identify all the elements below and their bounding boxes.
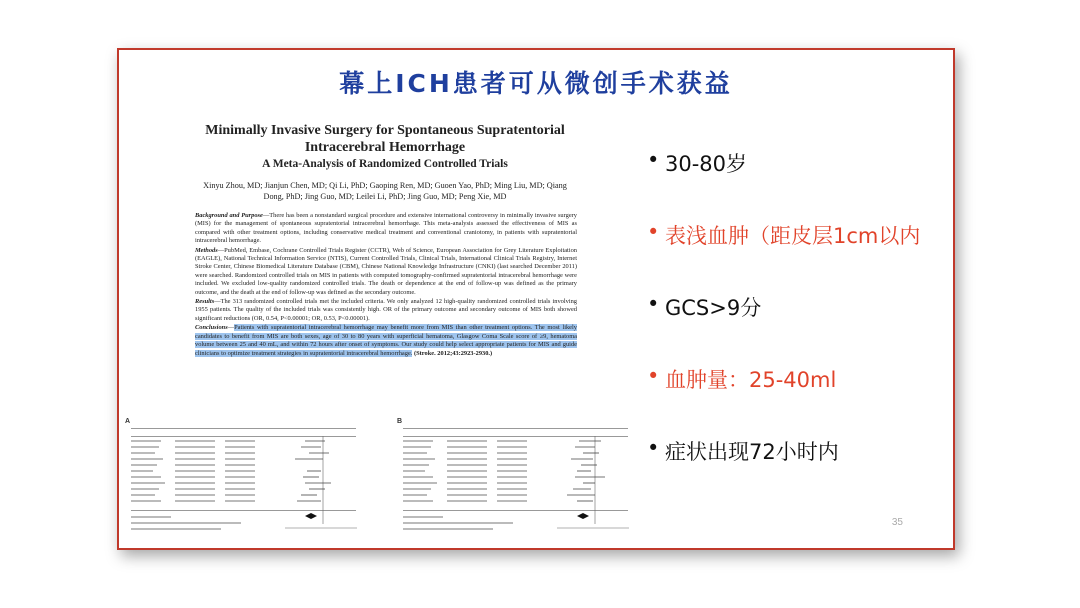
- bullet-symptom-onset: [647, 436, 955, 508]
- abstract-methods: [195, 247, 577, 297]
- abstract-background: [195, 212, 577, 246]
- bullet-gcs: [647, 292, 955, 364]
- bullet-dot: •: [647, 220, 660, 244]
- bullet-dot: •: [647, 364, 660, 388]
- page-number: 35: [891, 517, 903, 528]
- bullet-age: [647, 148, 955, 220]
- bullet-text: 30-80岁: [665, 152, 748, 176]
- slide: [117, 48, 955, 550]
- forest-plot-a-figure: [125, 424, 360, 540]
- conclusions-dash: —: [227, 324, 235, 332]
- bullet-dot: •: [647, 148, 660, 172]
- bullet-text: 症状出现72小时内: [665, 440, 839, 464]
- forest-plot-b: [397, 418, 632, 540]
- conclusions-label: Conclusions: [195, 324, 228, 332]
- paper-subtitle: A Meta-Analysis of Randomized Controlled Trials: [262, 158, 508, 170]
- paper-title: Minimally Invasive Surgery for Spontaneous Supratentorial Intracerebral Hemorrhage: [205, 123, 565, 155]
- forest-a-label: A: [125, 418, 131, 425]
- conclusions-highlight: Patients with supratentorial intracerebral hemorrhage may benefit more from MIS than other treatment options. The most likely candidates to benefit from MIS are both sexes, age of 30 to 80 years with superficial hematoma, Glasgow Coma Scale score of ≥9, hematoma volume between 25 and 40 mL, and within 72 hours after onset of symptoms. Our study could help select appropriate patients for MIS and guide clinicians to optimize treatment strategies in supratentorial intracerebral hemorrhage.: [195, 324, 577, 357]
- results-text: —The 313 randomized controlled trials met the included criteria. We only analyzed 12 high-quality randomized controlled trials involving 1955 patients. The quality of the included trials was consistently high. OR of the primary outcome and secondary outcome of MIS both showed significant reductions (OR, 0.54, P<0.00001; OR, 0.53, P<0.00001).: [195, 298, 577, 322]
- background-label: Background and Purpose: [195, 212, 263, 219]
- paper-excerpt: [191, 122, 579, 417]
- paper-authors: Xinyu Zhou, MD; Jianjun Chen, MD; Qi Li, PhD; Gaoping Ren, MD; Guoen Yao, PhD; Ming Liu, MD; Qiang Dong, PhD; Jing Guo, MD; Leilei Li, PhD; Jing Guo, MD; Peng Xie, MD: [203, 181, 567, 201]
- bullet-text: 血肿量：25-40ml: [665, 368, 837, 392]
- abstract-conclusions: [195, 324, 577, 358]
- results-label: Results: [195, 298, 215, 306]
- bullet-text: 表浅血肿（距皮层1cm以内: [665, 224, 921, 248]
- forest-plot-a: [125, 418, 360, 540]
- paper-abstract: [191, 212, 579, 358]
- background-text: —There has been a nonstandard surgical procedure and extensive international controversy in minimally invasive surgery (MIS) for the management of spontaneous supratentorial intracerebral hemorrhage. This meta-analysis assessed the effectiveness of MIS as compared with other treatment options, including conservative medical treatment and conventional craniotomy, in patients with supratentorial intracerebral hemorrhage.: [195, 212, 577, 245]
- key-criteria-list: [647, 148, 955, 508]
- bullet-dot: •: [647, 436, 660, 460]
- forest-plot-b-figure: [397, 424, 632, 540]
- bullet-superficial-hematoma: [647, 220, 955, 292]
- methods-text: —PubMed, Embase, Cochrane Controlled Trials Register (CCTR), Web of Science, European Association for Grey Literature Exploitation (EAGLE), National Technical Information Service (NTIS), Current Controlled Trials, Clinical Trials, International Clinical Trials Registry, Internet Stroke Center, Chinese Biomedical Literature Database (CBM), Chinese National Knowledge Infrastructure (CNKI) (last searched December 2011) were searched. Randomized controlled trials on MIS in patients with computed tomography-confirmed supratentorial intracerebral hemorrhage were included. We excluded low-quality randomized controlled trials. The death or dependence at the end of follow-up was defined as the primary outcome, and the death at the end of follow-up was defined as the secondary outcome.: [195, 246, 577, 296]
- slide-title: 幕上ICH患者可从微创手术获益: [339, 69, 733, 98]
- bullet-hematoma-volume: [647, 364, 955, 436]
- bullet-dot: •: [647, 292, 660, 316]
- bullet-text: GCS>9分: [665, 296, 762, 320]
- paper-citation: (Stroke. 2012;43:2923-2930.): [413, 349, 493, 357]
- forest-b-label: B: [397, 418, 403, 425]
- methods-label: Methods: [195, 246, 218, 254]
- abstract-results: [195, 298, 577, 323]
